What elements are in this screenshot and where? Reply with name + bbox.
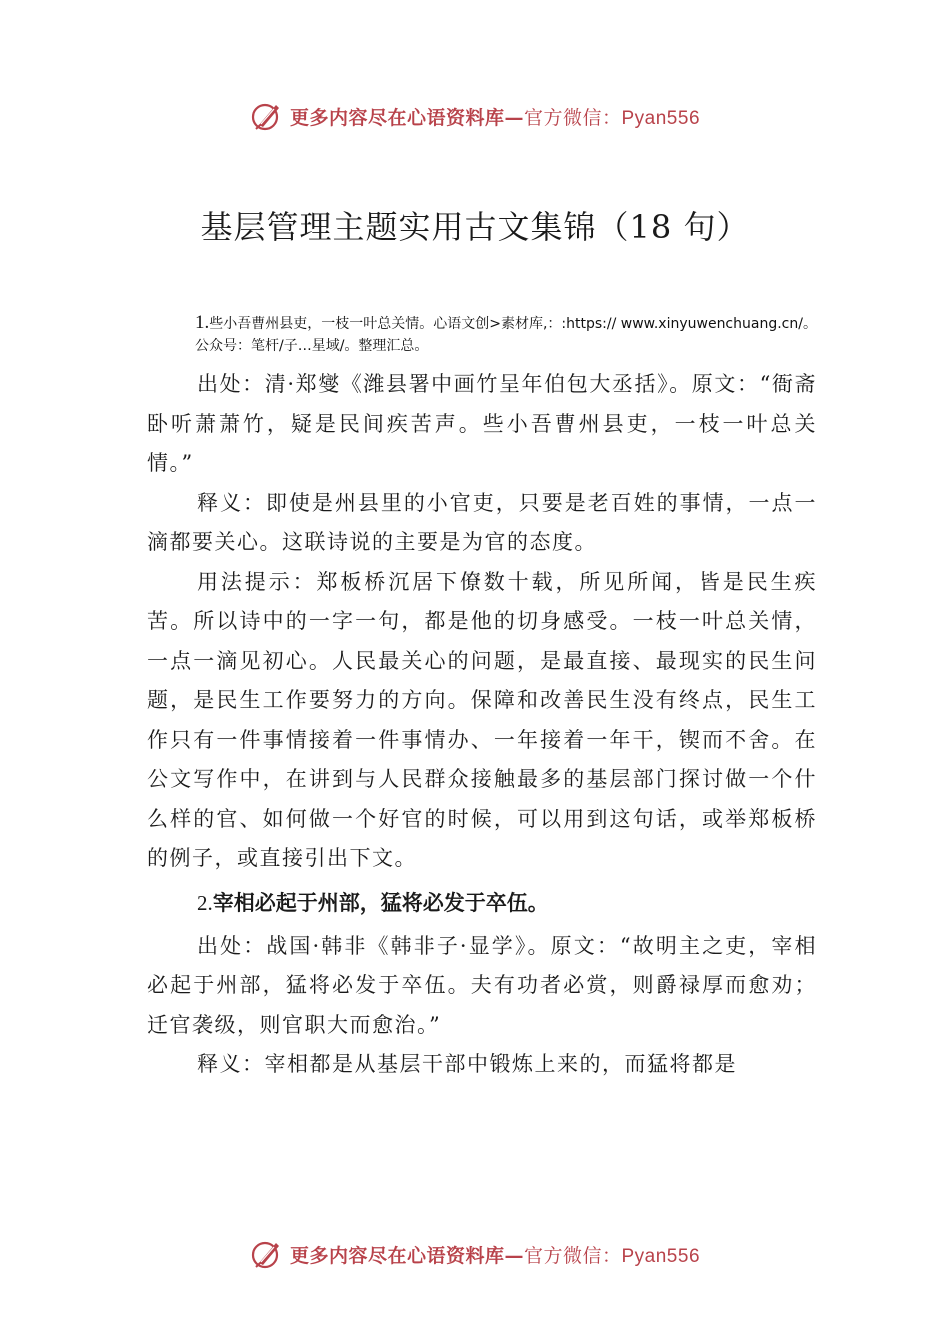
section-2-number: 2. xyxy=(197,890,213,915)
section-1-meaning: 释义：即使是州县里的小官吏，只要是老百姓的事情，一点一滴都要关心。这联诗说的主要是为官的态度。 xyxy=(147,490,817,554)
banner-wechat-id: Pyan556 xyxy=(621,107,701,129)
header-banner xyxy=(0,96,950,136)
banner-wechat-id: Pyan556 xyxy=(621,1245,701,1267)
document-title: 基层管理主题实用古文集锦（18 句） xyxy=(200,208,750,246)
section-2-heading: 2.宰相必起于州部，猛将必发于卒伍。 xyxy=(197,890,549,915)
section-2-source: 出处：战国·韩非《韩非子·显学》。原文：“故明主之吏，宰相必起于州部，猛将必发于卒伍。夫有功者必赏，则爵禄厚而愈劝；迁官袭级，则官职大而愈治。” xyxy=(147,933,817,1037)
section-1-heading: 1.些小吾曹州县吏，一枝一叶总关情。心语文创>素材库,：:https:// www.xinyuwenchuang.cn/。公众号：笔杆/子…星域/。整理汇总。 xyxy=(195,312,817,354)
section-2-meaning: 释义：宰相都是从基层干部中锻炼上来的，而猛将都是 xyxy=(197,1052,737,1076)
section-1-number: 1. xyxy=(195,312,210,333)
banner-text: 更多内容尽在心语资料库—官方微信：Pyan556 xyxy=(289,1244,701,1267)
document-body xyxy=(147,312,817,1085)
quill-pen-logo-icon xyxy=(250,1237,284,1271)
banner-wechat-label: 官方微信： xyxy=(523,1244,622,1267)
quill-pen-logo-icon xyxy=(250,99,284,133)
footer-banner xyxy=(0,1234,950,1274)
section-1-source: 出处：清·郑燮《潍县署中画竹呈年伯包大丞括》。原文：“衙斋卧听萧萧竹，疑是民间疾苦声。些小吾曹州县吏，一枝一叶总关情。” xyxy=(147,372,817,475)
section-1-usage: 用法提示：郑板桥沉居下僚数十载，所见所闻，皆是民生疾苦。所以诗中的一字一句，都是他的切身感受。一枝一叶总关情，一点一滴见初心。人民最关心的问题，是最直接、最现实的民生问题，是民生工作要努力的方向。保障和改善民生没有终点，民生工作只有一件事情接着一件事情办、一年接着一年干，锲而不舍。在公文写作中，在讲到与人民群众接触最多的基层部门探讨做一个什么样的官、如何做一个好官的时候，可以用到这句话，或举郑板桥的例子，或直接引出下文。 xyxy=(147,569,817,870)
banner-wechat-label: 官方微信： xyxy=(523,106,622,129)
banner-text: 更多内容尽在心语资料库—官方微信：Pyan556 xyxy=(289,106,701,129)
